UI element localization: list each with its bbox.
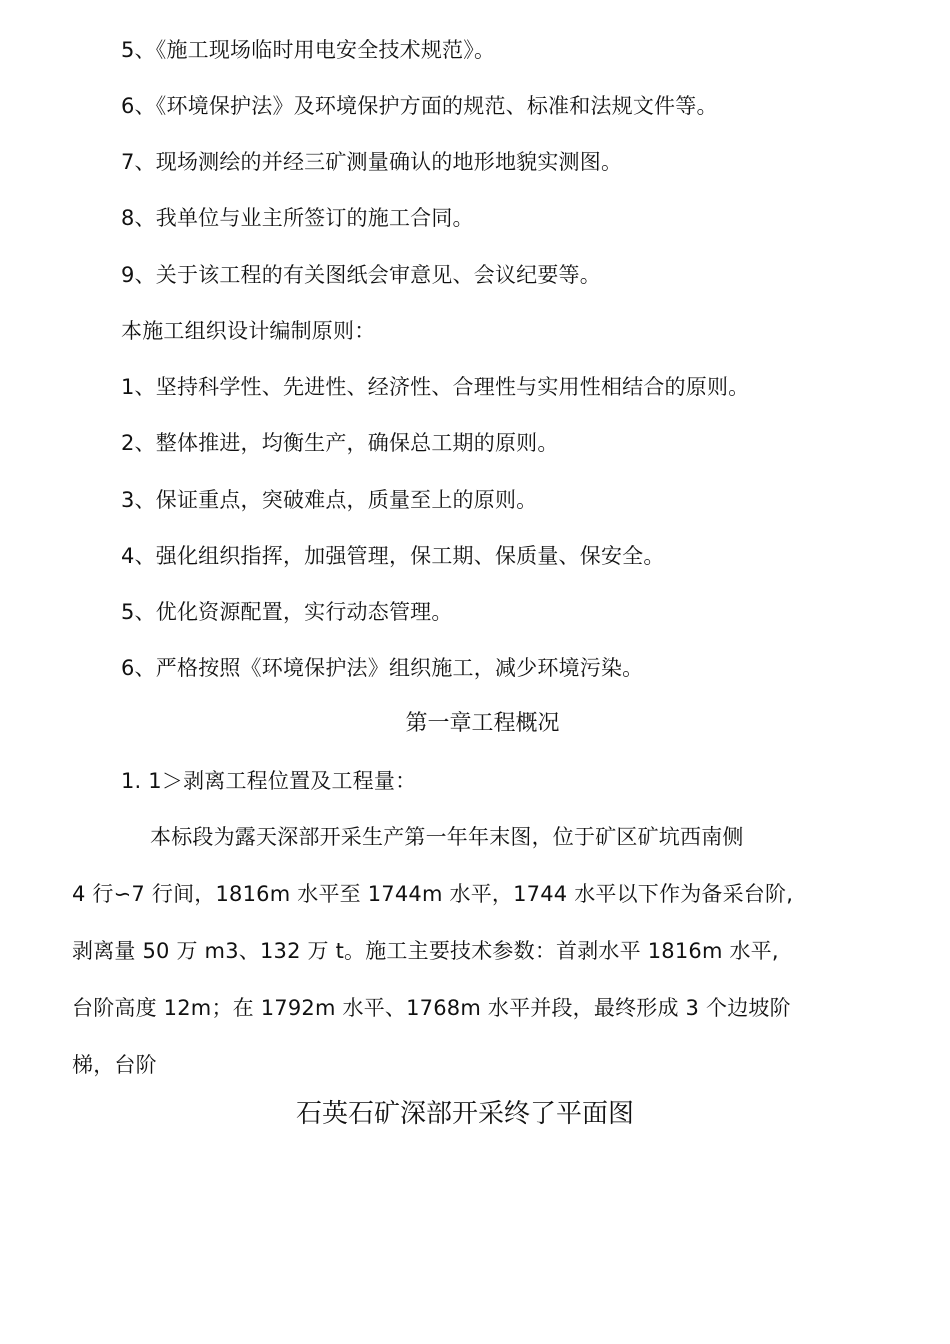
chapter-title: 第一章工程概况 — [405, 711, 560, 736]
figure-title: 石英石矿深部开采终了平面图 — [295, 1099, 634, 1129]
principle-item-6: 6、严格按照《环境保护法》组织施工，减少环境污染。 — [121, 656, 644, 680]
basis-item-8: 8、我单位与业主所签订的施工合同。 — [121, 206, 474, 230]
principle-item-5: 5、优化资源配置，实行动态管理。 — [121, 600, 453, 624]
body-line-4: 台阶高度 12m；在 1792m 水平、1768m 水平并段，最终形成 3 个边坡阶 — [72, 996, 791, 1020]
section-heading: 1. 1＞剥离工程位置及工程量： — [121, 769, 417, 793]
body-line-3: 剥离量 50 万 m3、132 万 t。施工主要技术参数：首剥水平 1816m 水平, — [72, 939, 779, 963]
basis-item-6: 6、《环境保护法》及环境保护方面的规范、标准和法规文件等。 — [121, 94, 718, 118]
principle-item-1: 1、坚持科学性、先进性、经济性、合理性与实用性相结合的原则。 — [121, 375, 750, 399]
body-line-5: 梯，台阶 — [72, 1053, 157, 1077]
body-line-2: 4 行∽7 行间，1816m 水平至 1744m 水平，1744 水平以下作为备采台阶, — [72, 882, 794, 906]
basis-item-7: 7、现场测绘的并经三矿测量确认的地形地貌实测图。 — [121, 150, 623, 174]
principle-item-3: 3、保证重点，突破难点，质量至上的原则。 — [121, 488, 538, 512]
basis-item-5: 5、《施工现场临时用电安全技术规范》。 — [121, 38, 496, 62]
body-line-1: 本标段为露天深部开采生产第一年年末图，位于矿区矿坑西南侧 — [150, 825, 744, 849]
principle-item-2: 2、整体推进，均衡生产，确保总工期的原则。 — [121, 431, 559, 455]
basis-item-9: 9、关于该工程的有关图纸会审意见、会议纪要等。 — [121, 263, 601, 287]
principle-item-4: 4、强化组织指挥，加强管理，保工期、保质量、保安全。 — [121, 544, 665, 568]
principles-heading: 本施工组织设计编制原则： — [121, 319, 376, 343]
